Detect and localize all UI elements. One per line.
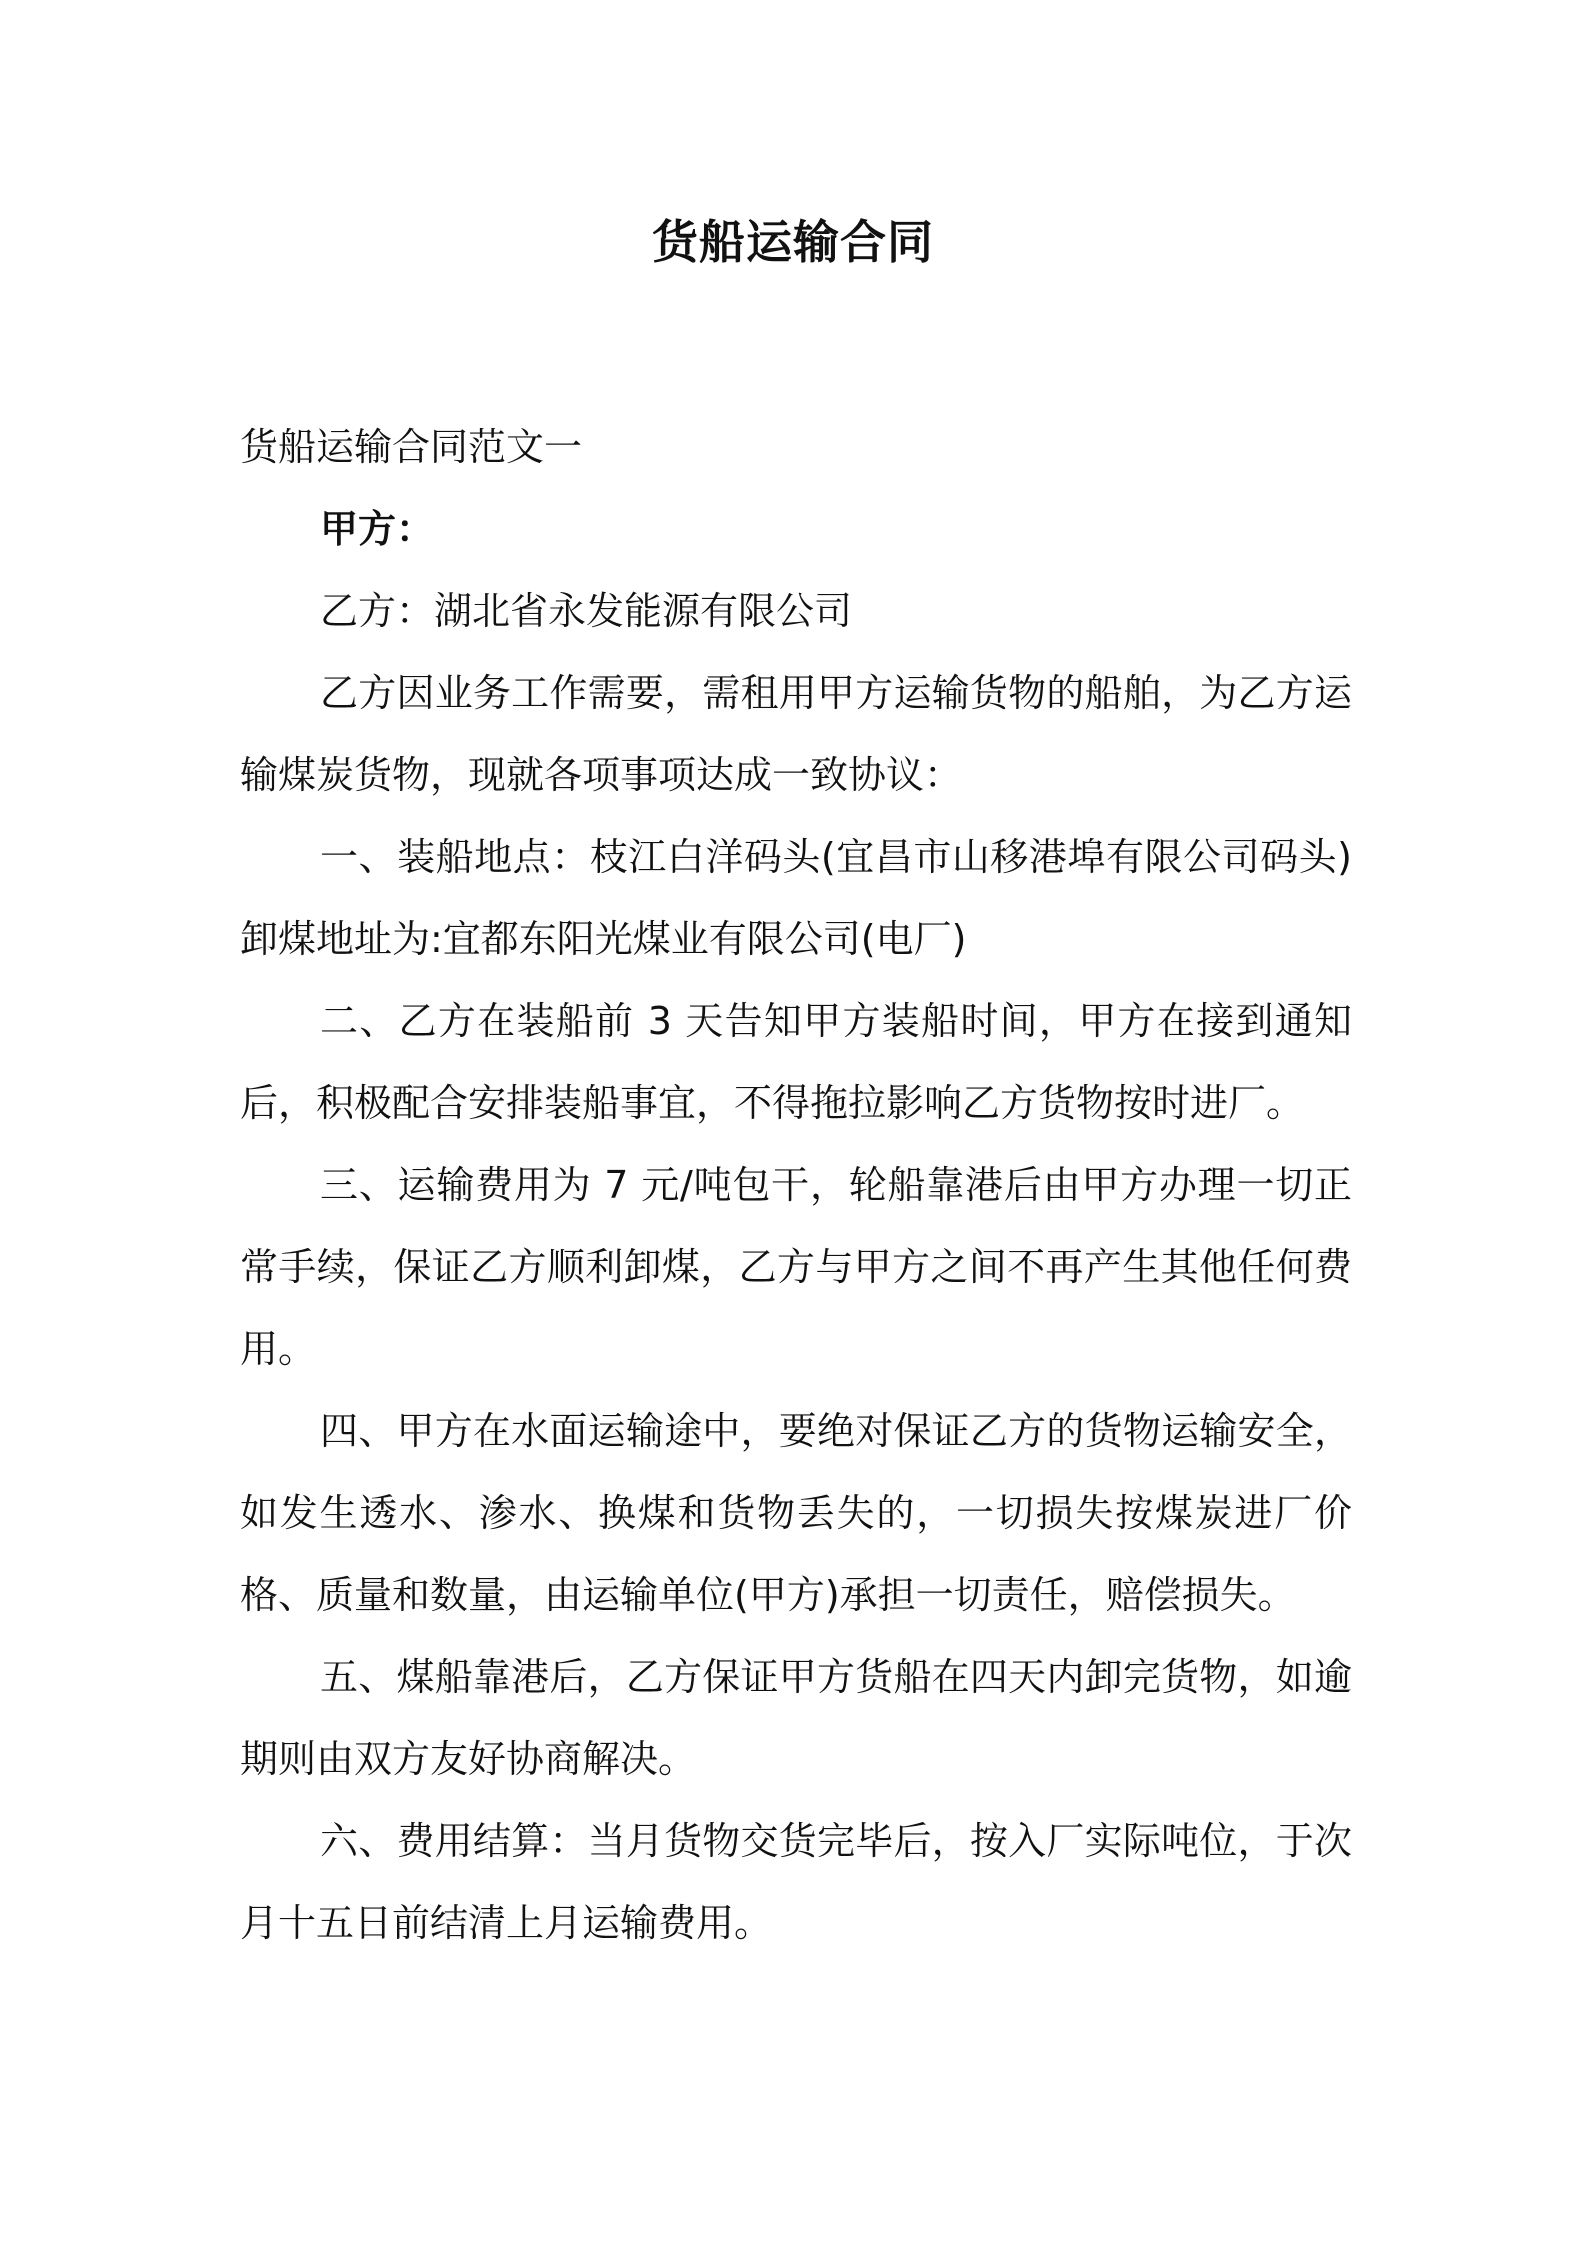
document-body <box>240 406 1352 1964</box>
party-a-line: 甲方： <box>320 507 435 551</box>
paragraph-clause-2: 二、乙方在装船前 3 天告知甲方装船时间，甲方在接到通知后，积极配合安排装船事宜，不得拖拉影响乙方货物按时进厂。 <box>240 999 1352 1125</box>
document-title: 货船运输合同 <box>652 215 934 269</box>
paragraph-clause-4: 四、甲方在水面运输途中，要绝对保证乙方的货物运输安全，如发生透水、渗水、换煤和货物丢失的，一切损失按煤炭进厂价格、质量和数量，由运输单位(甲方)承担一切责任，赔偿损失。 <box>240 1409 1352 1617</box>
party-b-line: 乙方：湖北省永发能源有限公司 <box>320 589 853 633</box>
paragraph-clause-1: 一、装船地点：枝江白洋码头(宜昌市山移港埠有限公司码头)卸煤地址为:宜都东阳光煤业有限公司(电厂) <box>240 835 1352 961</box>
paragraph-intro: 乙方因业务工作需要，需租用甲方运输货物的船舶，为乙方运输煤炭货物，现就各项事项达成一致协议： <box>240 671 1352 797</box>
paragraph-clause-3: 三、运输费用为 7 元/吨包干，轮船靠港后由甲方办理一切正常手续，保证乙方顺利卸煤，乙方与甲方之间不再产生其他任何费用。 <box>240 1163 1352 1371</box>
paragraph-clause-5: 五、煤船靠港后，乙方保证甲方货船在四天内卸完货物，如逾期则由双方友好协商解决。 <box>240 1655 1352 1781</box>
document-subtitle: 货船运输合同范文一 <box>240 425 583 469</box>
paragraph-clause-6: 六、费用结算：当月货物交货完毕后，按入厂实际吨位，于次月十五日前结清上月运输费用。 <box>240 1819 1352 1945</box>
